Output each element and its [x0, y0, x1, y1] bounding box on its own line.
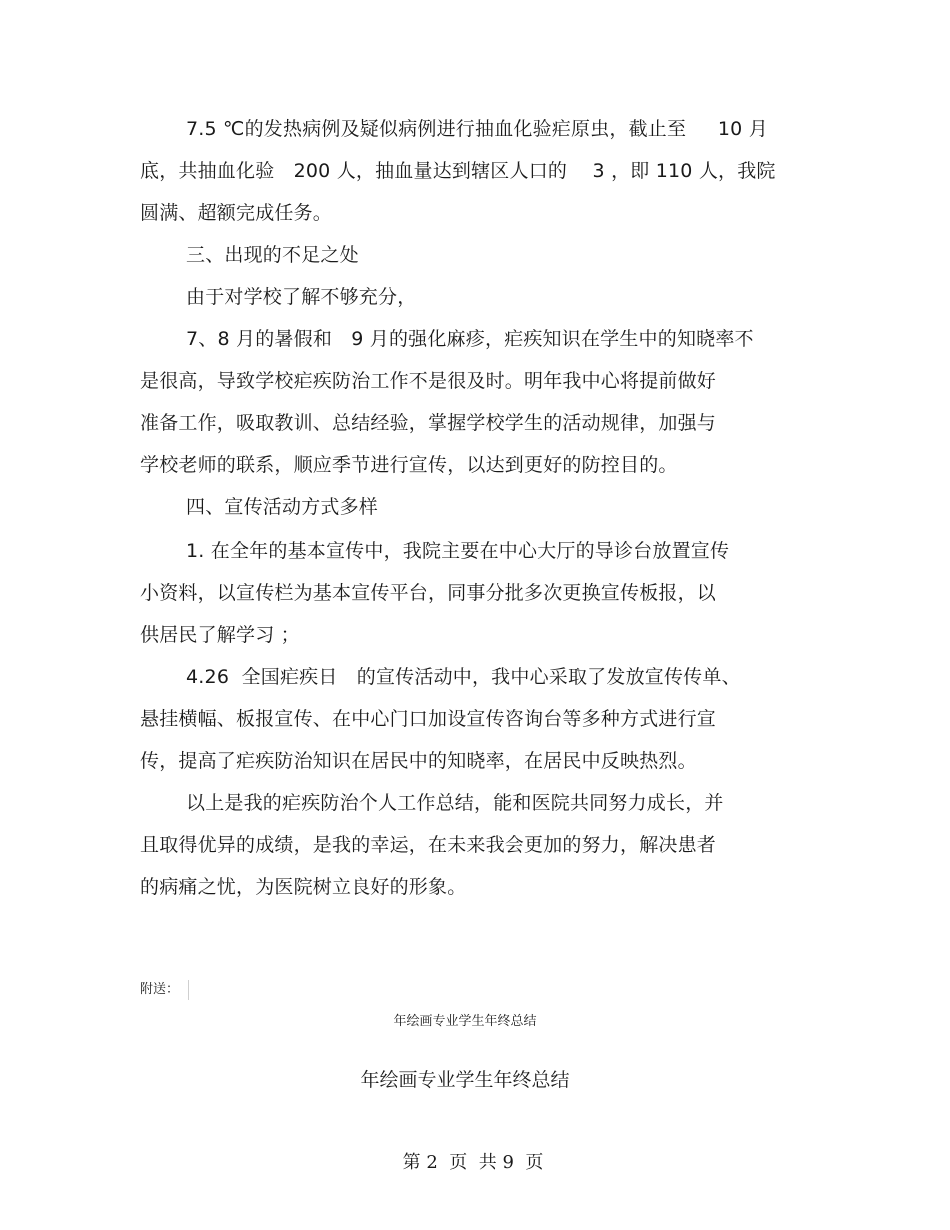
paragraph-line: 悬挂横幅、板报宣传、在中心门口加设宣传咨询台等多种方式进行宣 — [140, 708, 717, 730]
paragraph-line: 供居民了解学习 ； — [140, 624, 300, 646]
paragraph-line: 的病痛之忧，为医院树立良好的形象。 — [140, 876, 467, 898]
appendix-small-title: 年绘画专业学生年终总结 — [393, 1014, 537, 1029]
page-footer: 第 2 页 共 9 页 — [402, 1152, 544, 1173]
paragraph-line: 7.5 ℃的发热病例及疑似病例进行抽血化验疟原虫，截止至 10 月 — [186, 118, 768, 140]
paragraph-line: 且取得优异的成绩，是我的幸运，在未来我会更加的努力，解决患者 — [140, 834, 717, 856]
paragraph-line: 7、8 月的暑假和 9 月的强化麻疹，疟疾知识在学生中的知晓率不 — [186, 328, 754, 350]
divider — [188, 980, 189, 1000]
paragraph-line: 准备工作，吸取教训、总结经验，掌握学校学生的活动规律，加强与 — [140, 412, 717, 434]
paragraph-line: 1. 在全年的基本宣传中，我院主要在中心大厅的导诊台放置宣传 — [186, 540, 730, 562]
paragraph-line: 由于对学校了解不够充分， — [186, 286, 417, 308]
paragraph-line: 小资料，以宣传栏为基本宣传平台，同事分批多次更换宣传板报，以 — [140, 582, 717, 604]
append-label: 附送： — [140, 982, 180, 997]
paragraph-line: 学校老师的联系，顺应季节进行宣传，以达到更好的防控目的。 — [140, 454, 678, 476]
appendix-title: 年绘画专业学生年终总结 — [360, 1069, 570, 1091]
paragraph-line: 传，提高了疟疾防治知识在居民中的知晓率，在居民中反映热烈。 — [140, 750, 697, 772]
paragraph-line: 底，共抽血化验 200 人，抽血量达到辖区人口的 3 ，即 110 人，我院 — [140, 160, 776, 182]
section-heading: 四、宣传活动方式多样 — [186, 496, 379, 518]
section-heading: 三、出现的不足之处 — [186, 244, 359, 266]
paragraph-line: 以上是我的疟疾防治个人工作总结，能和医院共同努力成长，并 — [186, 792, 724, 814]
paragraph-line: 4.26 全国疟疾日 的宣传活动中，我中心采取了发放宣传传单、 — [186, 666, 741, 688]
paragraph-line: 是很高，导致学校疟疾防治工作不是很及时。明年我中心将提前做好 — [140, 370, 717, 392]
paragraph-line: 圆满、超额完成任务。 — [140, 202, 333, 224]
